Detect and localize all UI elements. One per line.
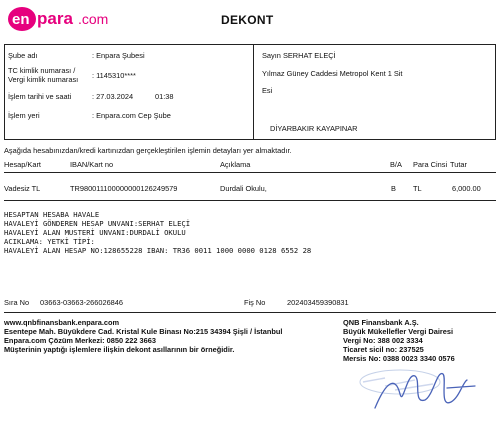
date-value: : 27.03.2024 (92, 92, 134, 101)
address-line-1: Yılmaz Güney Caddesi Metropol Kent 1 Sit (262, 69, 403, 78)
detail-line-2: HAVALEYİ GÖNDEREN HESAP UNVANI:SERHAT ELEÇİ (4, 219, 191, 228)
detail-line-4: ACIKLAMA: YETKİ TİPİ: (4, 237, 95, 246)
date-label: İşlem tarihi ve saati (8, 92, 72, 101)
footer-mersis: Mersis No: 0388 0023 3340 0576 (343, 354, 455, 363)
footer-tax-no: Vergi No: 388 002 3334 (343, 336, 423, 345)
row-amount: 6,000.00 (452, 184, 481, 193)
address-line-2: Esi (262, 86, 273, 95)
document-title: DEKONT (221, 13, 274, 27)
place-label: İşlem yeri (8, 111, 40, 120)
footer-note: Müşterinin yaptığı işlemlere ilişkin dekont asıllarının bir örneğidir. (4, 345, 235, 354)
row-currency: TL (413, 184, 422, 193)
header-amount: Tutar (450, 160, 467, 169)
enpara-logo (6, 4, 126, 34)
customer-greeting: Sayın SERHAT ELEÇİ (262, 51, 336, 60)
footer-bank-name: QNB Finansbank A.Ş. (343, 318, 419, 327)
header-currency: Para Cinsi (413, 160, 448, 169)
receipt-label: Fiş No (244, 298, 266, 307)
seq-label: Sıra No (4, 298, 30, 307)
footer-support: Enpara.com Çözüm Merkezi: 0850 222 3663 (4, 336, 156, 345)
logo-para: para (37, 9, 73, 28)
row-ba: B (391, 184, 396, 193)
header-iban: IBAN/Kart no (70, 160, 114, 169)
footer-divider (4, 312, 496, 313)
logo-com: .com (78, 11, 109, 27)
time-value: 01:38 (155, 92, 174, 101)
branch-label: Şube adı (8, 51, 38, 60)
detail-line-1: HESAPTAN HESABA HAVALE (4, 210, 100, 219)
tc-value: : 1145310**** (92, 71, 136, 80)
footer-address: Esentepe Mah. Büyükdere Cad. Kristal Kule Binası No:215 34394 Şişli / İstanbul (4, 327, 283, 336)
header-description: Açıklama (220, 160, 251, 169)
footer-trade-reg: Ticaret sicil no: 237525 (343, 345, 424, 354)
receipt-value: 202403459390831 (287, 298, 349, 307)
detail-line-3: HAVALEYİ ALAN MUSTERİ UNVANI:DURDALİ OKULU (4, 228, 186, 237)
detail-line-5: HAVALEYİ ALAN HESAP NO:128655228 IBAN: TR36 0011 1000 0000 0128 6552 28 (4, 246, 312, 255)
header-ba: B/A (390, 160, 402, 169)
intro-text: Aşağıda hesabınızdan/kredi kartınızdan gerçekleştirilen işlemin detayları yer almaktadır. (4, 146, 292, 155)
row-description: Durdali Okulu, (220, 184, 267, 193)
branch-value: : Enpara Şubesi (92, 51, 145, 60)
footer-website: www.qnbfinansbank.enpara.com (4, 318, 120, 327)
row-iban: TR980011100000000126249579 (70, 184, 178, 193)
logo-en: en (12, 11, 30, 28)
seq-value: 03663-03663-266026846 (40, 298, 124, 307)
table-row-divider (4, 200, 496, 201)
tc-label-line1: TC kimlik numarası / (8, 66, 76, 75)
footer-tax-office: Büyük Mükellefler Vergi Dairesi (343, 327, 454, 336)
row-account: Vadesiz TL (4, 184, 41, 193)
address-city: DİYARBAKIR KAYAPINAR (270, 124, 358, 133)
tc-label-line2: Vergi kimlik numarası (8, 75, 79, 84)
header-account: Hesap/Kart (4, 160, 41, 169)
stamp-signature (355, 364, 485, 424)
table-header-divider (4, 172, 496, 173)
place-value: : Enpara.com Cep Şube (92, 111, 171, 120)
